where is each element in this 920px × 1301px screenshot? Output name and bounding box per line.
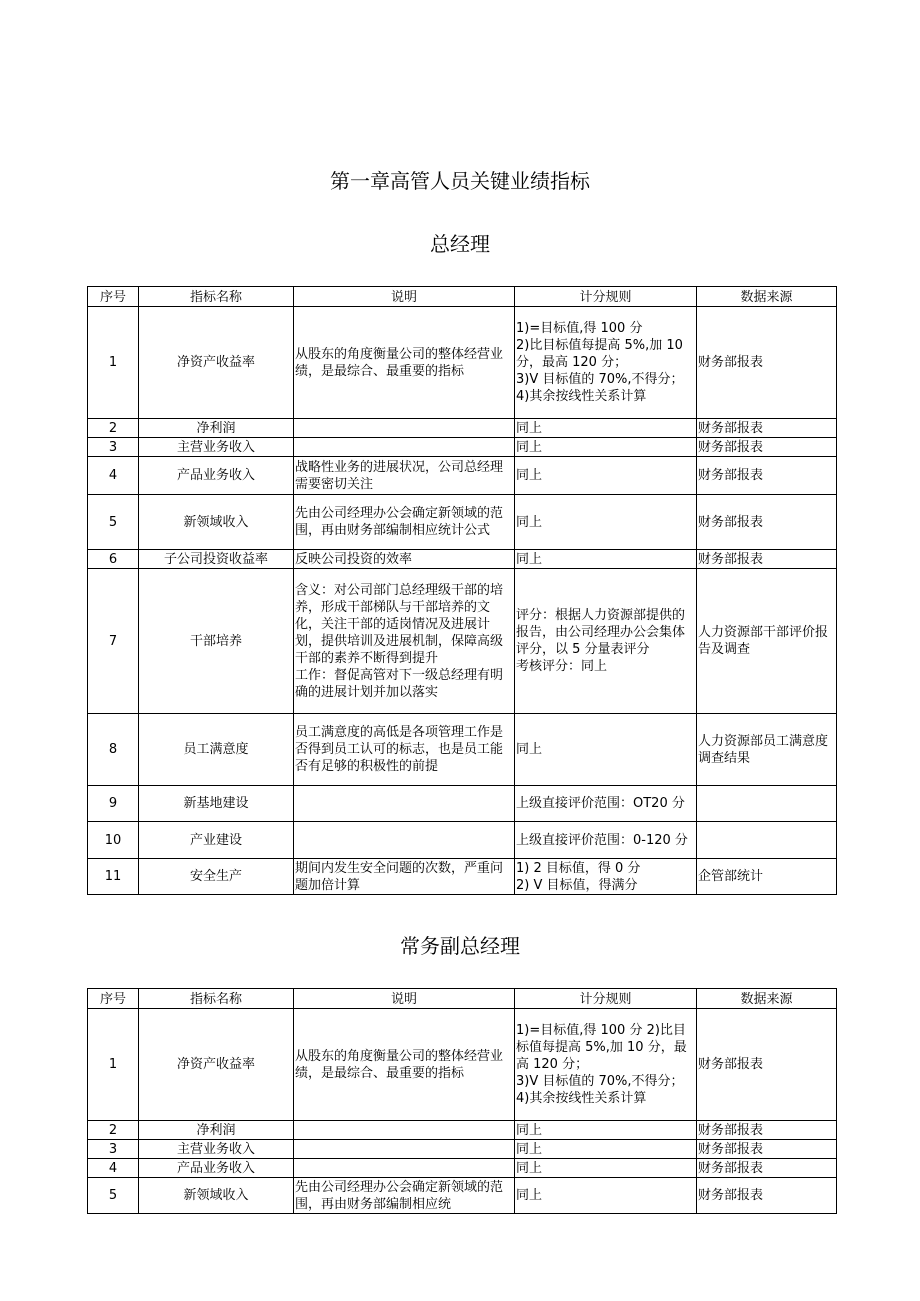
data-source-text: 财务部报表 <box>698 1122 764 1138</box>
row-index <box>88 307 139 419</box>
scoring-rule-text: 同上 <box>516 1122 543 1138</box>
scoring-rule <box>515 307 697 419</box>
row-index <box>88 550 139 569</box>
indicator-name <box>139 438 294 457</box>
table-row <box>88 307 837 419</box>
indicator-name <box>139 495 294 550</box>
data-source <box>697 550 837 569</box>
table-row <box>88 822 837 859</box>
row-index-text: 7 <box>108 633 118 649</box>
data-source <box>697 859 837 895</box>
indicator-name <box>139 1178 294 1214</box>
indicator-name-text: 净利润 <box>196 1122 236 1138</box>
data-source <box>697 495 837 550</box>
row-index <box>88 1159 139 1178</box>
table-row <box>88 419 837 438</box>
row-index-text: 3 <box>108 1141 118 1157</box>
scoring-rule-text: 同上 <box>516 420 543 436</box>
indicator-name-text: 主营业务收入 <box>176 1141 255 1157</box>
data-source-text: 财务部报表 <box>698 355 764 370</box>
indicator-description <box>294 1178 515 1214</box>
indicator-name-text: 净资产收益率 <box>176 1057 255 1072</box>
header-data-source: 数据来源 <box>697 287 837 307</box>
scoring-rule <box>515 822 697 859</box>
indicator-description <box>294 822 515 859</box>
indicator-name <box>139 550 294 569</box>
indicator-name-text: 子公司投资收益率 <box>163 551 268 567</box>
indicator-name <box>139 307 294 419</box>
scoring-rule <box>515 550 697 569</box>
scoring-rule-text: 同上 <box>516 514 543 530</box>
scoring-rule <box>515 859 697 895</box>
indicator-name <box>139 419 294 438</box>
scoring-rule <box>515 1140 697 1159</box>
indicator-description-text: 期间内发生安全问题的次数，严重问题加倍计算 <box>295 860 504 893</box>
scoring-rule-text: 评分：根据人力资源部提供的报告，由公司经理办公会集体评分，以 5 分量表评分 考核评分：同上 <box>516 608 686 674</box>
indicator-name-text: 员工满意度 <box>183 742 249 757</box>
data-source-text: 人力资源部干部评价报告及调查 <box>698 625 829 657</box>
indicator-description-text: 先由公司经理办公会确定新领域的范围，再由财务部编制相应统计公式 <box>295 506 504 538</box>
row-index-text: 5 <box>108 514 118 530</box>
data-source-text: 企管部统计 <box>698 869 764 884</box>
scoring-rule <box>515 714 697 786</box>
scoring-rule-text: 同上 <box>516 1160 543 1176</box>
table-row <box>88 1159 837 1178</box>
table-header-row <box>88 287 837 307</box>
scoring-rule-text: 同上 <box>516 1141 543 1157</box>
scoring-rule <box>515 569 697 714</box>
indicator-name <box>139 1009 294 1121</box>
data-source <box>697 786 837 822</box>
scoring-rule <box>515 786 697 822</box>
row-index <box>88 419 139 438</box>
indicator-name <box>139 714 294 786</box>
row-index-text: 4 <box>108 1160 118 1176</box>
header-description: 说明 <box>294 287 515 307</box>
row-index-text: 9 <box>108 796 118 811</box>
row-index-text: 2 <box>108 1122 118 1138</box>
section-title-executive-deputy: 常务副总经理 <box>400 934 520 958</box>
data-source <box>697 569 837 714</box>
indicator-name-text: 新领域收入 <box>183 1188 249 1203</box>
row-index <box>88 714 139 786</box>
indicator-name <box>139 457 294 495</box>
scoring-rule-text: 1) 2 目标值，得 0 分 2) V 目标值，得满分 <box>516 860 641 893</box>
scoring-rule-text: 同上 <box>516 1188 543 1203</box>
table-header-row <box>88 989 837 1009</box>
indicator-name-text: 干部培养 <box>189 633 242 649</box>
data-source-text: 财务部报表 <box>698 420 764 436</box>
scoring-rule-text: 同上 <box>516 468 543 483</box>
table-row <box>88 859 837 895</box>
data-source-text: 财务部报表 <box>698 468 764 483</box>
header-description: 说明 <box>294 989 515 1009</box>
table-row <box>88 438 837 457</box>
data-source-text: 财务部报表 <box>698 1160 764 1176</box>
data-source <box>697 307 837 419</box>
scoring-rule <box>515 1009 697 1121</box>
indicator-description <box>294 1009 515 1121</box>
indicator-description-text: 含义：对公司部门总经理级干部的培养，形成干部梯队与干部培养的文化，关注干部的适岗情况及进展计划，提供培训及进展机制，保障高级干部的素养不断得到提升 工作：督促高管对下一级总经理有明确的进展计划并加以落实 <box>295 582 504 700</box>
indicator-description <box>294 495 515 550</box>
kpi-table-executive-deputy <box>87 988 837 1214</box>
data-source <box>697 1178 837 1214</box>
indicator-name <box>139 1159 294 1178</box>
data-source <box>697 457 837 495</box>
row-index-text: 11 <box>104 869 122 884</box>
data-source-text: 财务部报表 <box>698 514 764 530</box>
scoring-rule-text: 上级直接评价范围：OT20 分 <box>516 796 685 811</box>
scoring-rule <box>515 1178 697 1214</box>
indicator-description <box>294 419 515 438</box>
row-index <box>88 457 139 495</box>
indicator-name-text: 产业建设 <box>189 832 242 848</box>
scoring-rule-text: 1)=目标值,得 100 分 2)比目标值每提高 5%,加 10 分，最高 120 分； 3)V 目标值的 70%,不得分； 4)其余按线性关系计算 <box>516 1023 687 1106</box>
row-index <box>88 1140 139 1159</box>
header-data-source: 数据来源 <box>697 989 837 1009</box>
data-source-text: 财务部报表 <box>698 439 764 455</box>
row-index <box>88 1121 139 1140</box>
table-row <box>88 786 837 822</box>
row-index-text: 3 <box>108 439 118 455</box>
chapter-title: 第一章高管人员关键业绩指标 <box>330 169 590 193</box>
indicator-description <box>294 307 515 419</box>
scoring-rule-text: 1)=目标值,得 100 分 2)比目标值每提高 5%,加 10 分，最高 120 分； 3)V 目标值的 70%,不得分； 4)其余按线性关系计算 <box>516 321 684 404</box>
indicator-name-text: 新领域收入 <box>183 514 249 530</box>
indicator-name-text: 产品业务收入 <box>176 1160 255 1176</box>
table-row <box>88 569 837 714</box>
row-index-text: 10 <box>104 832 122 848</box>
indicator-description-text: 战略性业务的进展状况，公司总经理需要密切关注 <box>295 459 504 492</box>
scoring-rule-text: 同上 <box>516 551 543 567</box>
indicator-description <box>294 457 515 495</box>
row-index <box>88 859 139 895</box>
indicator-description <box>294 786 515 822</box>
indicator-name-text: 产品业务收入 <box>176 468 255 483</box>
table-row <box>88 1140 837 1159</box>
indicator-name-text: 新基地建设 <box>183 796 249 811</box>
scoring-rule-text: 同上 <box>516 439 543 455</box>
row-index-text: 5 <box>108 1188 118 1203</box>
data-source-text: 人力资源部员工满意度调查结果 <box>698 733 829 766</box>
indicator-description-text: 先由公司经理办公会确定新领域的范围，再由财务部编制相应统 <box>295 1179 504 1212</box>
scoring-rule <box>515 419 697 438</box>
row-index <box>88 1178 139 1214</box>
data-source-text: 财务部报表 <box>698 1188 764 1203</box>
row-index-text: 6 <box>108 551 118 567</box>
table-row <box>88 1009 837 1121</box>
data-source <box>697 1121 837 1140</box>
indicator-description-text: 从股东的角度衡量公司的整体经营业绩，是最综合、最重要的指标 <box>295 346 504 379</box>
indicator-name <box>139 569 294 714</box>
header-indicator-name: 指标名称 <box>139 989 294 1009</box>
header-scoring-rule: 计分规则 <box>515 989 697 1009</box>
indicator-description <box>294 1121 515 1140</box>
indicator-name-text: 净资产收益率 <box>176 355 255 370</box>
row-index <box>88 822 139 859</box>
table-row <box>88 495 837 550</box>
row-index-text: 1 <box>108 1057 118 1072</box>
indicator-description <box>294 1140 515 1159</box>
indicator-description <box>294 438 515 457</box>
indicator-name <box>139 859 294 895</box>
indicator-description <box>294 714 515 786</box>
data-source-text: 财务部报表 <box>698 1141 764 1157</box>
table-row <box>88 550 837 569</box>
data-source <box>697 1009 837 1121</box>
scoring-rule-text: 同上 <box>516 742 543 757</box>
section-title-general-manager: 总经理 <box>430 232 490 256</box>
table-row <box>88 457 837 495</box>
scoring-rule <box>515 495 697 550</box>
data-source <box>697 419 837 438</box>
row-index <box>88 438 139 457</box>
table-row <box>88 1178 837 1214</box>
indicator-description <box>294 569 515 714</box>
data-source <box>697 714 837 786</box>
indicator-description <box>294 550 515 569</box>
data-source <box>697 822 837 859</box>
indicator-name <box>139 786 294 822</box>
indicator-name-text: 净利润 <box>196 420 236 436</box>
indicator-name <box>139 822 294 859</box>
row-index-text: 2 <box>108 420 118 436</box>
row-index <box>88 569 139 714</box>
table-row <box>88 714 837 786</box>
indicator-description <box>294 859 515 895</box>
row-index-text: 4 <box>108 468 118 483</box>
data-source <box>697 438 837 457</box>
data-source <box>697 1140 837 1159</box>
row-index-text: 1 <box>108 355 118 370</box>
indicator-description <box>294 1159 515 1178</box>
scoring-rule <box>515 438 697 457</box>
data-source-text: 财务部报表 <box>698 551 764 567</box>
row-index-text: 8 <box>108 742 118 757</box>
scoring-rule <box>515 457 697 495</box>
indicator-name <box>139 1121 294 1140</box>
data-source <box>697 1159 837 1178</box>
indicator-name-text: 安全生产 <box>189 869 242 884</box>
kpi-table-general-manager <box>87 286 837 895</box>
indicator-description-text: 员工满意度的高低是各项管理工作是否得到员工认可的标志，也是员工能否有足够的积极性的前提 <box>295 725 504 774</box>
header-indicator-name: 指标名称 <box>139 287 294 307</box>
header-scoring-rule: 计分规则 <box>515 287 697 307</box>
row-index <box>88 1009 139 1121</box>
header-index: 序号 <box>88 287 139 307</box>
scoring-rule-text: 上级直接评价范围：0-120 分 <box>516 832 688 848</box>
scoring-rule <box>515 1121 697 1140</box>
header-index: 序号 <box>88 989 139 1009</box>
row-index <box>88 786 139 822</box>
data-source-text: 财务部报表 <box>698 1057 764 1072</box>
table-row <box>88 1121 837 1140</box>
indicator-name <box>139 1140 294 1159</box>
row-index <box>88 495 139 550</box>
indicator-description-text: 从股东的角度衡量公司的整体经营业绩，是最综合、最重要的指标 <box>295 1048 504 1081</box>
indicator-description-text: 反映公司投资的效率 <box>295 551 413 567</box>
indicator-name-text: 主营业务收入 <box>176 439 255 455</box>
scoring-rule <box>515 1159 697 1178</box>
